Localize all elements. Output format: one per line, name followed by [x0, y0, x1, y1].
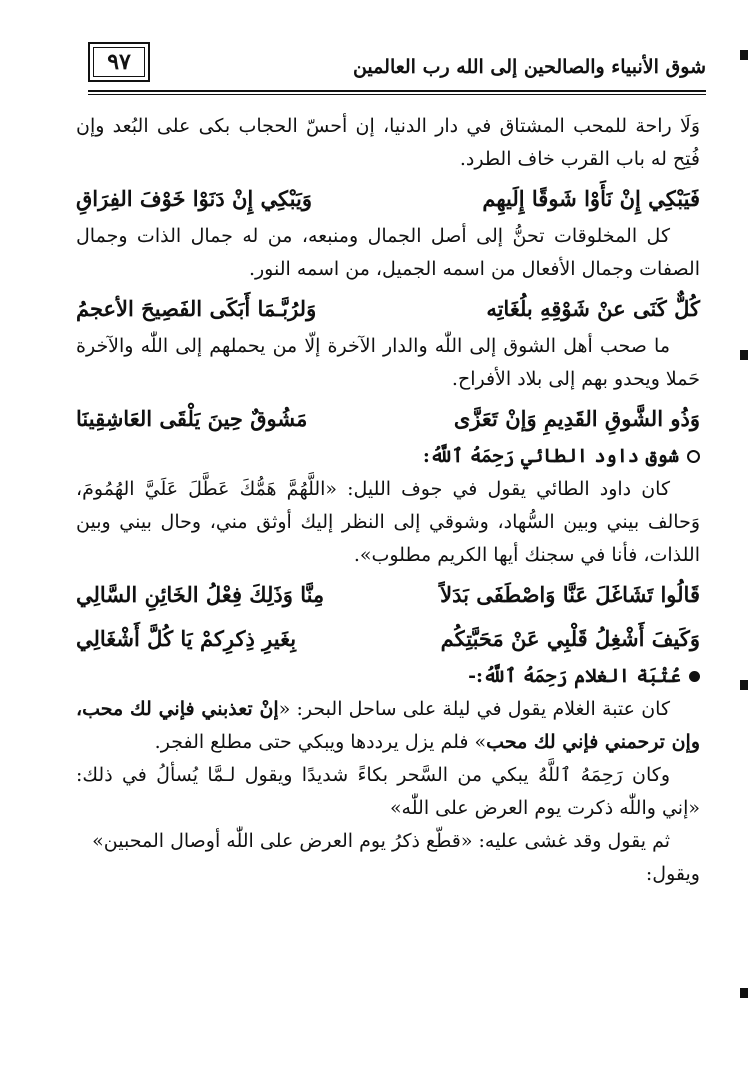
- verse-hemistich-first: قَالُوا تَشَاغَلَ عَنَّا وَاصْطَفَى بَدَلاً: [440, 582, 700, 607]
- page-body: [76, 110, 700, 891]
- header-rule: [88, 90, 706, 92]
- paragraph: وَلَا راحة للمحب المشتاق في دار الدنيا، إن أحسّ الحجاب بكى على البُعد وإن فُتِح له باب القرب خاف الطرد.: [76, 115, 700, 170]
- page-number-box: [88, 42, 150, 82]
- section-heading-text: عُتْبَة الغلام رَحِمَهُ ٱللَّهُ:-: [468, 665, 681, 687]
- paragraph: كل المخلوقات تحنُّ إلى أصل الجمال ومنبعه، من له جمال الذات وجمال الصفات وجمال الأفعال من اسمه الجميل، من اسمه النور.: [76, 225, 700, 280]
- edge-mark: [740, 680, 748, 690]
- paragraph: ثم يقول وقد غشى عليه: «قطّع ذكرُ يوم العرض على اللّٰه أوصال المحبين»: [92, 830, 670, 852]
- verse-hemistich-first: وَكَيفَ أَشْغِلُ قَلْبِي عَنْ مَحَبَّتِكُم: [440, 626, 700, 651]
- section-heading: [76, 440, 700, 473]
- poem-verse: [76, 574, 700, 616]
- paragraph-tail: » فلم يزل يرددها ويبكي حتى مطلع الفجر.: [154, 731, 487, 753]
- verse-hemistich-second: وَيَبْكِي إِنْ دَنَوْا خَوْفَ الفِرَاقِ: [76, 186, 312, 211]
- edge-mark: [740, 350, 748, 360]
- poem-verse: [76, 398, 700, 440]
- edge-mark: [740, 50, 748, 60]
- verse-hemistich-second: مِنَّا وَذَلِكَ فِعْلُ الخَائِنِ السَّالِي: [76, 582, 325, 607]
- section-heading: [76, 660, 700, 693]
- poem-verse: [76, 288, 700, 330]
- paragraph: كان داود الطائي يقول في جوف الليل: «اللَّهُمَّ هَمُّكَ عَطَّلَ عَلَيَّ الهُمُومَ، وَحالف بيني وبين السُّهاد، وشوقي إلى النظر إليك أوثق مني، وحال بيني وبين اللذات، فأنا في سجنك أيها الكريم مطلوب».: [76, 478, 700, 566]
- paragraph: [76, 693, 700, 759]
- paragraph: ما صحب أهل الشوق إلى اللّٰه والدار الآخرة إلّا من يحملهم إلى اللّٰه والآخرة حَملا ويحدو بهم إلى بلاد الأفراح.: [76, 335, 700, 390]
- poem-verse: [76, 618, 700, 660]
- dot-bullet-icon: [689, 671, 700, 682]
- page-header: [88, 36, 706, 96]
- verse-hemistich-second: بِغَيرِ ذِكرِكمْ يَا كُلَّ أَشْغَالِي: [76, 626, 297, 651]
- paragraph-bold-quote: إنْ تعذبني فإني لك محب، وإن ترحمني فإني لك محب: [76, 698, 700, 753]
- paragraph: ويقول:: [645, 863, 700, 885]
- page-number: ٩٧: [107, 49, 131, 75]
- paragraph-lead: كان عتبة الغلام يقول في ليلة على ساحل البحر: «: [278, 698, 670, 720]
- section-heading-text: شوق داود الطائي رَحِمَهُ ٱللَّهُ:: [422, 445, 679, 467]
- ring-bullet-icon: [687, 450, 700, 463]
- header-rule-thin: [88, 94, 706, 95]
- paragraph: وكان رَحِمَهُ ٱللَّهُ يبكي من السَّحر بكاءً شديدًا ويقول لـمَّا يُسألُ في ذلك: «إني واللّٰه ذكرت يوم العرض على اللّٰه»: [76, 764, 700, 819]
- verse-hemistich-first: وَذُو الشَّوقِ القَدِيمِ وَإنْ تَعَزَّى: [453, 406, 700, 431]
- verse-hemistich-second: وَلرُبَّـمَا أَبَكَى الفَصِيحَ الأعجمُ: [76, 296, 317, 321]
- running-head: شوق الأنبياء والصالحين إلى الله رب العالمين: [352, 56, 706, 78]
- verse-hemistich-second: مَشُوقٌ حِينَ يَلْقَى العَاشِقِينَا: [76, 406, 308, 431]
- poem-verse: [76, 178, 700, 220]
- edge-mark: [740, 988, 748, 998]
- verse-hemistich-first: كُلٌّ كَنَى عنْ شَوْقِهِ بلُغَاتِه: [486, 296, 700, 321]
- verse-hemistich-first: فَيَبْكِي إِنْ نَأَوْا شَوقًا إِلَيهِم: [482, 186, 700, 211]
